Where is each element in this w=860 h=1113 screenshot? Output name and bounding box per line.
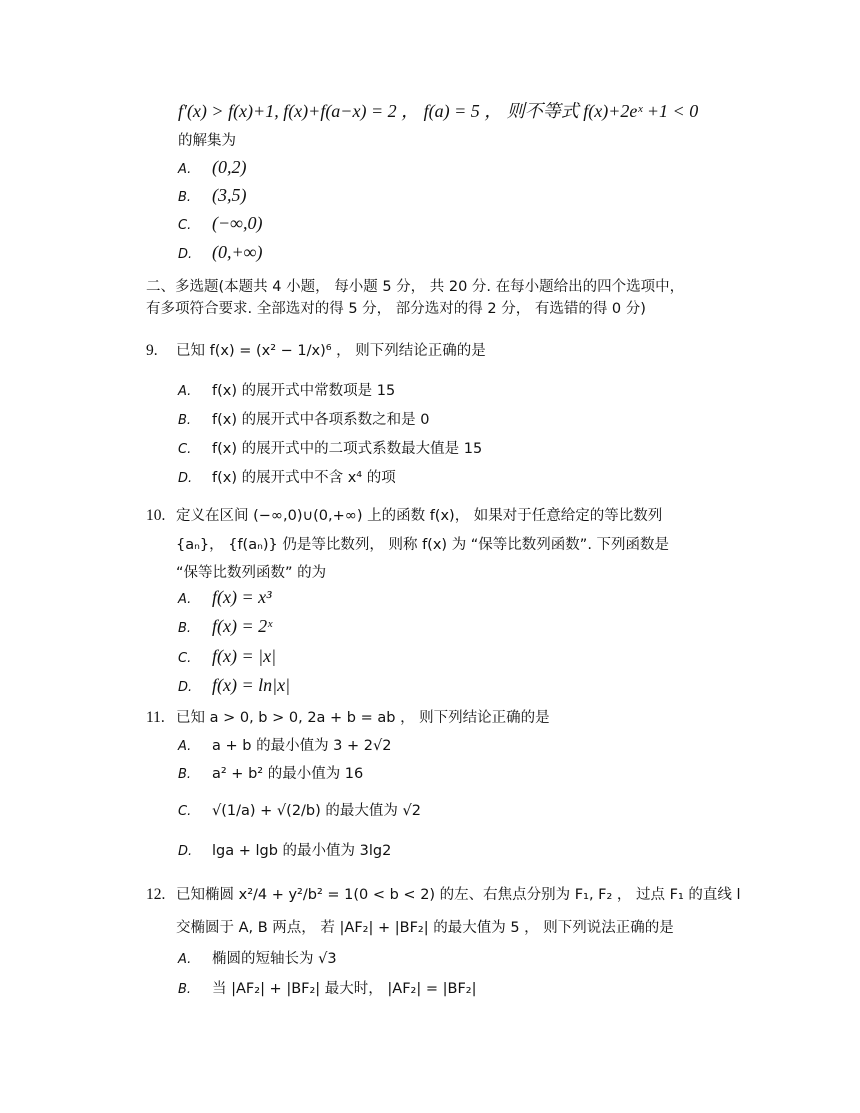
section-heading-line1: 二、多选题(本题共 4 小题， 每小题 5 分， 共 20 分. 在每小题给出的四个选项中，: [146, 279, 685, 295]
q10-option-b: [178, 615, 272, 640]
q10-stem-line1: [146, 505, 662, 527]
question-number: 9.: [146, 342, 158, 359]
option-letter: B.: [178, 982, 192, 997]
option-letter: A.: [178, 952, 192, 967]
q8-option-d: [178, 241, 262, 266]
q9-stem: [146, 340, 486, 362]
option-letter: A.: [178, 162, 192, 177]
option-letter: D.: [178, 471, 193, 486]
q9-option-d: [178, 467, 396, 490]
option-letter: D.: [178, 680, 193, 695]
q10-stem-line3: “保等比数列函数” 的为: [176, 565, 327, 581]
option-letter: D.: [178, 844, 193, 859]
option-letter: C.: [178, 442, 192, 457]
option-text: √(1/a) + √(2/b) 的最大值为 √2: [212, 803, 421, 819]
option-text: f(x) = ln|x|: [212, 675, 291, 695]
q8-option-a: [178, 156, 247, 181]
q11-stem: [146, 707, 550, 729]
q9-option-c: [178, 438, 482, 461]
q8-option-b: [178, 184, 247, 209]
q11-option-b: [178, 763, 363, 786]
option-text: f(x) 的展开式中不含 x⁴ 的项: [212, 470, 396, 486]
option-letter: B.: [178, 621, 192, 636]
option-text: (3,5): [212, 185, 247, 205]
question-text: 已知 f(x) = (x² − 1/x)⁶ ， 则下列结论正确的是: [176, 343, 486, 359]
q12-option-a: [178, 948, 337, 971]
option-letter: B.: [178, 413, 192, 428]
option-letter: A.: [178, 592, 192, 607]
option-text: (0,2): [212, 157, 247, 177]
q10-option-d: [178, 674, 290, 699]
q12-stem-line1: [146, 884, 741, 906]
option-text: f(x) 的展开式中的二项式系数最大值是 15: [212, 441, 483, 457]
question-text: 定义在区间 (−∞,0)∪(0,+∞) 上的函数 f(x)， 如果对于任意给定的等比数列: [176, 508, 663, 524]
option-text: f(x) = |x|: [212, 646, 277, 666]
question-text: 已知 a > 0, b > 0, 2a + b = ab ， 则下列结论正确的是: [176, 710, 550, 726]
q11-option-d: [178, 840, 391, 863]
option-letter: C.: [178, 651, 192, 666]
option-letter: B.: [178, 767, 192, 782]
q10-option-a: [178, 586, 272, 611]
q10-option-c: [178, 645, 276, 670]
option-text: (0,+∞): [212, 242, 263, 262]
option-letter: A.: [178, 739, 192, 754]
option-text: f(x) = 2ˣ: [212, 616, 273, 636]
option-text: lga + lgb 的最小值为 3lg2: [212, 843, 392, 859]
option-text: f(x) 的展开式中常数项是 15: [212, 383, 396, 399]
option-text: f(x) 的展开式中各项系数之和是 0: [212, 412, 430, 428]
option-text: a + b 的最小值为 3 + 2√2: [212, 738, 392, 754]
q8-condition-cont: 的解集为: [178, 133, 236, 149]
option-text: a² + b² 的最小值为 16: [212, 766, 364, 782]
option-letter: C.: [178, 804, 192, 819]
q8-option-c: [178, 212, 262, 237]
question-number: 11.: [146, 709, 165, 726]
question-number: 10.: [146, 507, 166, 524]
q9-option-b: [178, 409, 429, 432]
option-letter: D.: [178, 247, 193, 262]
option-letter: B.: [178, 190, 192, 205]
q11-option-c: [178, 800, 421, 823]
section-heading-line2: 有多项符合要求. 全部选对的得 5 分， 部分选对的得 2 分， 有选错的得 0 分): [146, 301, 646, 317]
q9-option-a: [178, 380, 395, 403]
option-text: (−∞,0): [212, 213, 263, 233]
q12-stem-line2: 交椭圆于 A, B 两点， 若 |AF₂| + |BF₂| 的最大值为 5 ， 则下列说法正确的是: [176, 920, 674, 936]
option-letter: A.: [178, 384, 192, 399]
q12-option-b: [178, 978, 477, 1001]
q11-option-a: [178, 735, 391, 758]
question-number: 12.: [146, 886, 166, 903]
option-text: 当 |AF₂| + |BF₂| 最大时， |AF₂| = |BF₂|: [212, 981, 477, 997]
question-text: 已知椭圆 x²/4 + y²/b² = 1(0 < b < 2) 的左、右焦点分别为 F₁, F₂ ， 过点 F₁ 的直线 l: [176, 887, 741, 903]
q8-condition: f′(x) > f(x)+1, f(x)+f(a−x) = 2 ， f(a) = 5 ， 则不等式 f(x)+2eˣ +1 < 0: [178, 101, 699, 121]
option-text: f(x) = x³: [212, 587, 272, 607]
q10-stem-line2: {aₙ}， {f(aₙ)} 仍是等比数列， 则称 f(x) 为 “保等比数列函数”. 下列函数是: [176, 537, 670, 553]
option-text: 椭圆的短轴长为 √3: [212, 951, 337, 967]
option-letter: C.: [178, 218, 192, 233]
